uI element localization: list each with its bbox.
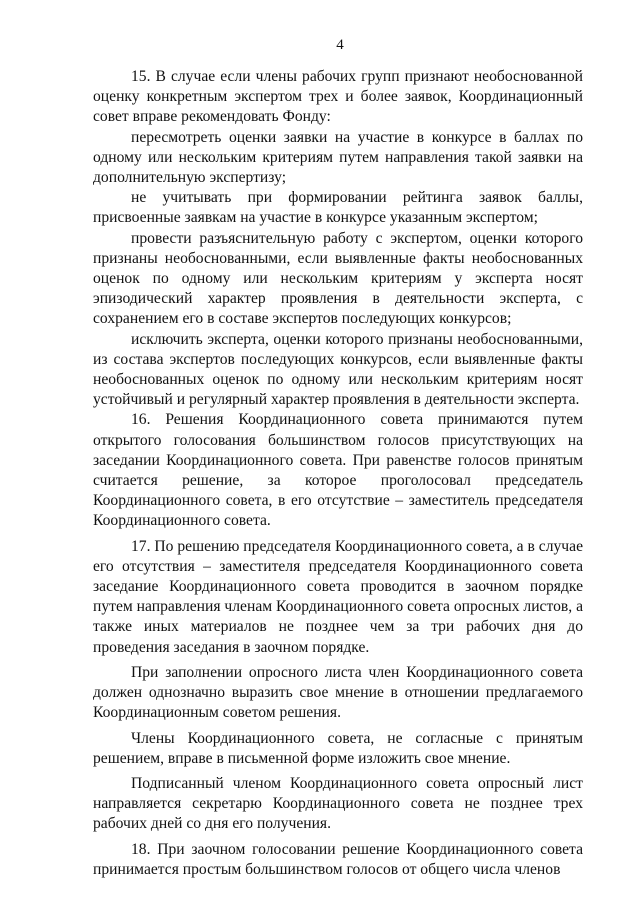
paragraph-15-option-explain: провести разъяснительную работу с экспертом, оценки которого признаны необоснованными, если выявленные факты необоснованных оценок по одному или нескольким критериям у эксперта носят эпизодический характер проявления в деятельности эксперта, с сохранением его в составе экспертов последующих конкурсов;	[93, 229, 583, 328]
paragraph-17-dissent: Члены Координационного совета, не согласные с принятым решением, вправе в письменной форме изложить свое мнение.	[93, 729, 583, 767]
paragraph-15-option-reassess: пересмотреть оценки заявки на участие в конкурсе в баллах по одному или нескольким критериям путем направления такой заявки на дополнительную экспертизу;	[93, 128, 583, 187]
paragraph-15-option-ignore-scores: не учитывать при формировании рейтинга заявок баллы, присвоенные заявкам на участие в конкурсе указанным экспертом;	[93, 189, 583, 227]
paragraph-17-questionnaire: При заполнении опросного листа член Координационного совета должен однозначно выразить свое мнение в отношении предлагаемого Координационным советом решения.	[93, 663, 583, 722]
paragraph-15: 15. В случае если члены рабочих групп признают необоснованной оценку конкретным экспертом трех и более заявок, Координационный совет вправе рекомендовать Фонду:	[93, 68, 583, 126]
paragraph-17: 17. По решению председателя Координационного совета, а в случае его отсутствия – заместителя председателя Координационного совета заседание Координационного совета проводится в заочном порядке путем направления членам Координационного совета опросных листов, а также иных материалов не позднее чем за три рабочих дня до проведения заседания в заочном порядке.	[93, 537, 583, 656]
paragraph-17-submission: Подписанный членом Координационного совета опросный лист направляется секретарю Координационного совета не позднее трех рабочих дней со дня его получения.	[93, 774, 583, 833]
paragraph-15-option-exclude: исключить эксперта, оценки которого признаны необоснованными, из состава экспертов последующих конкурсов, если выявленные факты необоснованных оценок по одному или нескольким критериям носят устойчивый и регулярный характер проявления в деятельности эксперта.	[93, 330, 583, 409]
paragraph-16: 16. Решения Координационного совета принимаются путем открытого голосования большинством голосов присутствующих на заседании Координационного совета. При равенстве голосов принятым считается решение, за которое проголосовал председатель Координационного совета, в его отсутствие – заместитель председателя Координационного совета.	[93, 411, 583, 530]
page-number: 4	[336, 37, 344, 53]
document-body	[93, 67, 583, 880]
paragraph-18: 18. При заочном голосовании решение Координационного совета принимается простым большинством голосов от общего числа членов	[93, 840, 583, 878]
